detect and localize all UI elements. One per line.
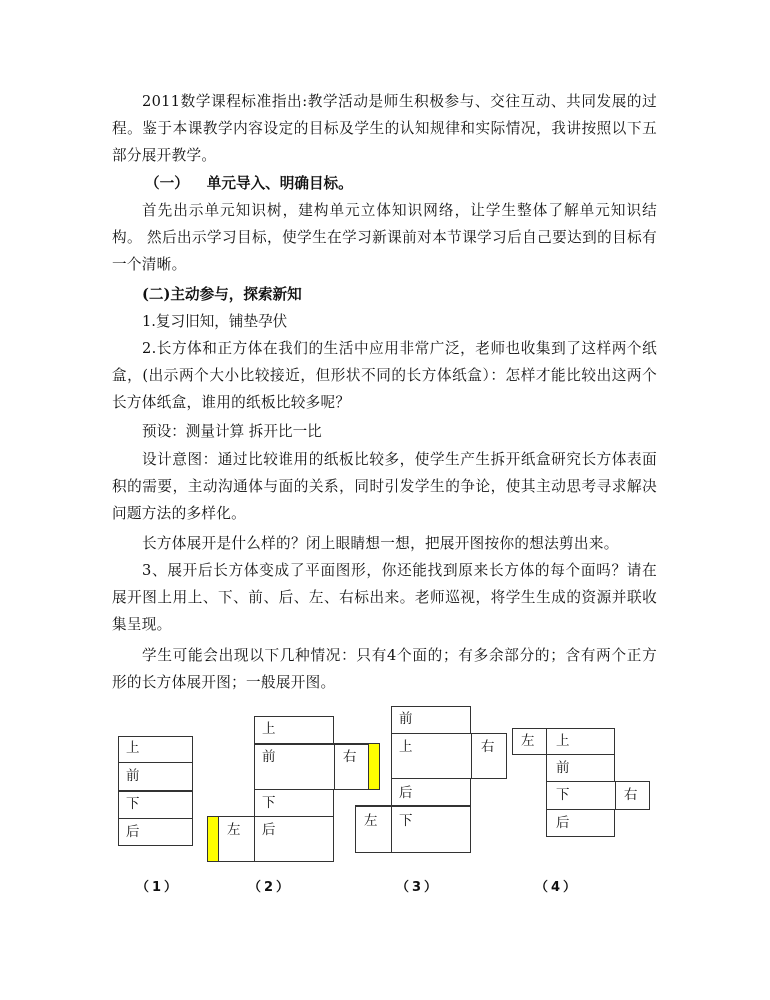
net1-divider-2 (118, 790, 193, 792)
net3-face-bottom: 下 (399, 813, 413, 829)
net2-face-bottom: 下 (262, 795, 276, 811)
section-heading-1-number: （一） (145, 175, 189, 192)
paragraph-preset: 预设：测量计算 拆开比一比 (142, 423, 322, 440)
net4-face-left: 左 (521, 733, 535, 749)
net1-face-bottom: 下 (126, 796, 140, 812)
net2-face-top: 上 (262, 721, 276, 737)
net4-face-back: 后 (556, 815, 570, 831)
paragraph-design-intent: 设计意图：通过比较谁用的纸板比较多，使学生产生拆开纸盒研究长方体表面积的需要，主动沟通体与面的关系，同时引发学生的争论，使其主动思考寻求解决问题方法的多样化。 (112, 451, 657, 523)
net1-caption: （1） (136, 880, 181, 895)
net2-divider-fr (334, 743, 335, 790)
paragraph-knowledge-tree: 首先出示单元知识树，建构单元立体知识网络，让学生整体了解单元知识结构。 然后出示学习目标，使学生在学习新课前对本节课学习后自己要达到的目标有一个清晰。 (112, 202, 657, 274)
net3-face-front: 前 (399, 711, 413, 727)
net3-divider-tr (471, 733, 472, 779)
net4-face-right: 右 (624, 787, 638, 803)
net4-face-top: 上 (556, 733, 570, 749)
net2-extra-flap-right (368, 743, 380, 790)
net4-divider-br (615, 781, 616, 810)
net4-caption: （4） (535, 880, 580, 895)
net3-face-top: 上 (399, 739, 413, 755)
net2-divider-lb (254, 816, 255, 862)
paragraph-cases: 学生可能会出现以下几种情况：只有4个面的；有多余部分的；含有两个正方形的长方体展开图；一般展开图。 (112, 647, 657, 692)
net3-divider-lb (391, 805, 392, 853)
net2-face-back: 后 (262, 822, 276, 838)
paragraph-boxes: 2.长方体和正方体在我们的生活中应用非常广泛，老师也收集到了这样两个纸盒，(出示两个大小比较接近，但形状不同的长方体纸盒）：怎样才能比较出这两个长方体纸盒，谁用的纸板比较多呢？ (112, 340, 657, 412)
net4-face-bottom: 下 (556, 787, 570, 803)
section-heading-1 (145, 170, 353, 197)
net4-face-front: 前 (556, 760, 570, 776)
paragraph-review: 1.复习旧知，铺垫孕伏 (142, 313, 288, 330)
net1-face-back: 后 (126, 824, 140, 840)
net2-face-right: 右 (343, 749, 357, 765)
net1-face-top: 上 (126, 740, 140, 756)
net4-divider-lt (546, 728, 547, 755)
net3-face-right: 右 (481, 739, 495, 755)
net3-face-back: 后 (399, 785, 413, 801)
net2-extra-flap-left (207, 816, 219, 862)
net1-face-front: 前 (126, 768, 140, 784)
net2-caption: （2） (248, 880, 293, 895)
net2-face-left: 左 (227, 822, 241, 838)
paragraph-unfold: 长方体展开是什么样的？闭上眼睛想一想，把展开图按你的想法剪出来。 (142, 535, 619, 552)
paragraph-intro: 2011数学课程标准指出:教学活动是师生积极参与、交往互动、共同发展的过程。鉴于本课教学内容设定的目标及学生的认知规律和实际情况，我讲按照以下五部分展开教学。 (112, 93, 657, 165)
net1-divider-3 (118, 818, 193, 819)
net3-caption: （3） (396, 880, 441, 895)
section-heading-1-title: 单元导入、明确目标。 (206, 175, 353, 192)
section-heading-2: (二)主动参与，探索新知 (142, 286, 302, 303)
net2-face-front: 前 (262, 749, 276, 765)
net1-divider-1 (118, 762, 193, 763)
net3-face-left: 左 (364, 813, 378, 829)
paragraph-label-faces: 3、展开后长方体变成了平面图形，你还能找到原来长方体的每个面吗？请在展开图上用上、下、前、后、左、右标出来。老师巡视，将学生生成的资源并联收集呈现。 (112, 562, 657, 634)
